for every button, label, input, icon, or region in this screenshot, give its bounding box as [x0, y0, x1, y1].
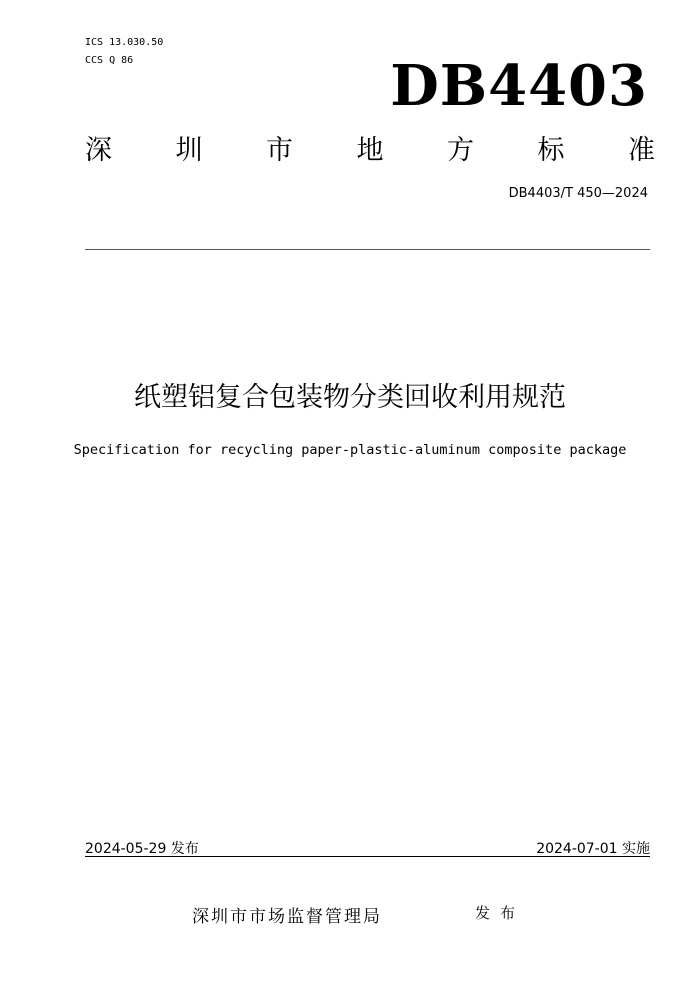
standard-type-char: 准: [628, 135, 655, 166]
standard-type-char: 标: [537, 135, 565, 166]
issuing-authority: 深圳市市场监督管理局: [192, 907, 382, 927]
issue-date: 2024-05-29 发布: [85, 841, 199, 857]
title-english: Specification for recycling paper-plastic-aluminum composite package: [73, 442, 627, 458]
issue-label: 发布: [475, 904, 526, 922]
standard-number: DB4403/T 450—2024: [508, 186, 648, 201]
title-chinese: 纸塑铝复合包装物分类回收利用规范: [134, 382, 566, 413]
standard-type-char: 深: [85, 135, 112, 166]
standard-code-large: DB4403: [390, 53, 648, 119]
standard-type-char: 地: [356, 135, 384, 166]
bottom-divider: [85, 856, 650, 857]
standard-type-heading: [85, 137, 655, 164]
ics-code: ICS 13.030.50: [85, 37, 164, 48]
ccs-code: CCS Q 86: [85, 55, 134, 66]
standard-type-char: 圳: [175, 135, 203, 166]
implementation-date: 2024-07-01 实施: [536, 841, 650, 857]
standard-type-char: 方: [447, 135, 474, 166]
top-divider: [85, 249, 650, 250]
standard-type-char: 市: [266, 135, 293, 166]
